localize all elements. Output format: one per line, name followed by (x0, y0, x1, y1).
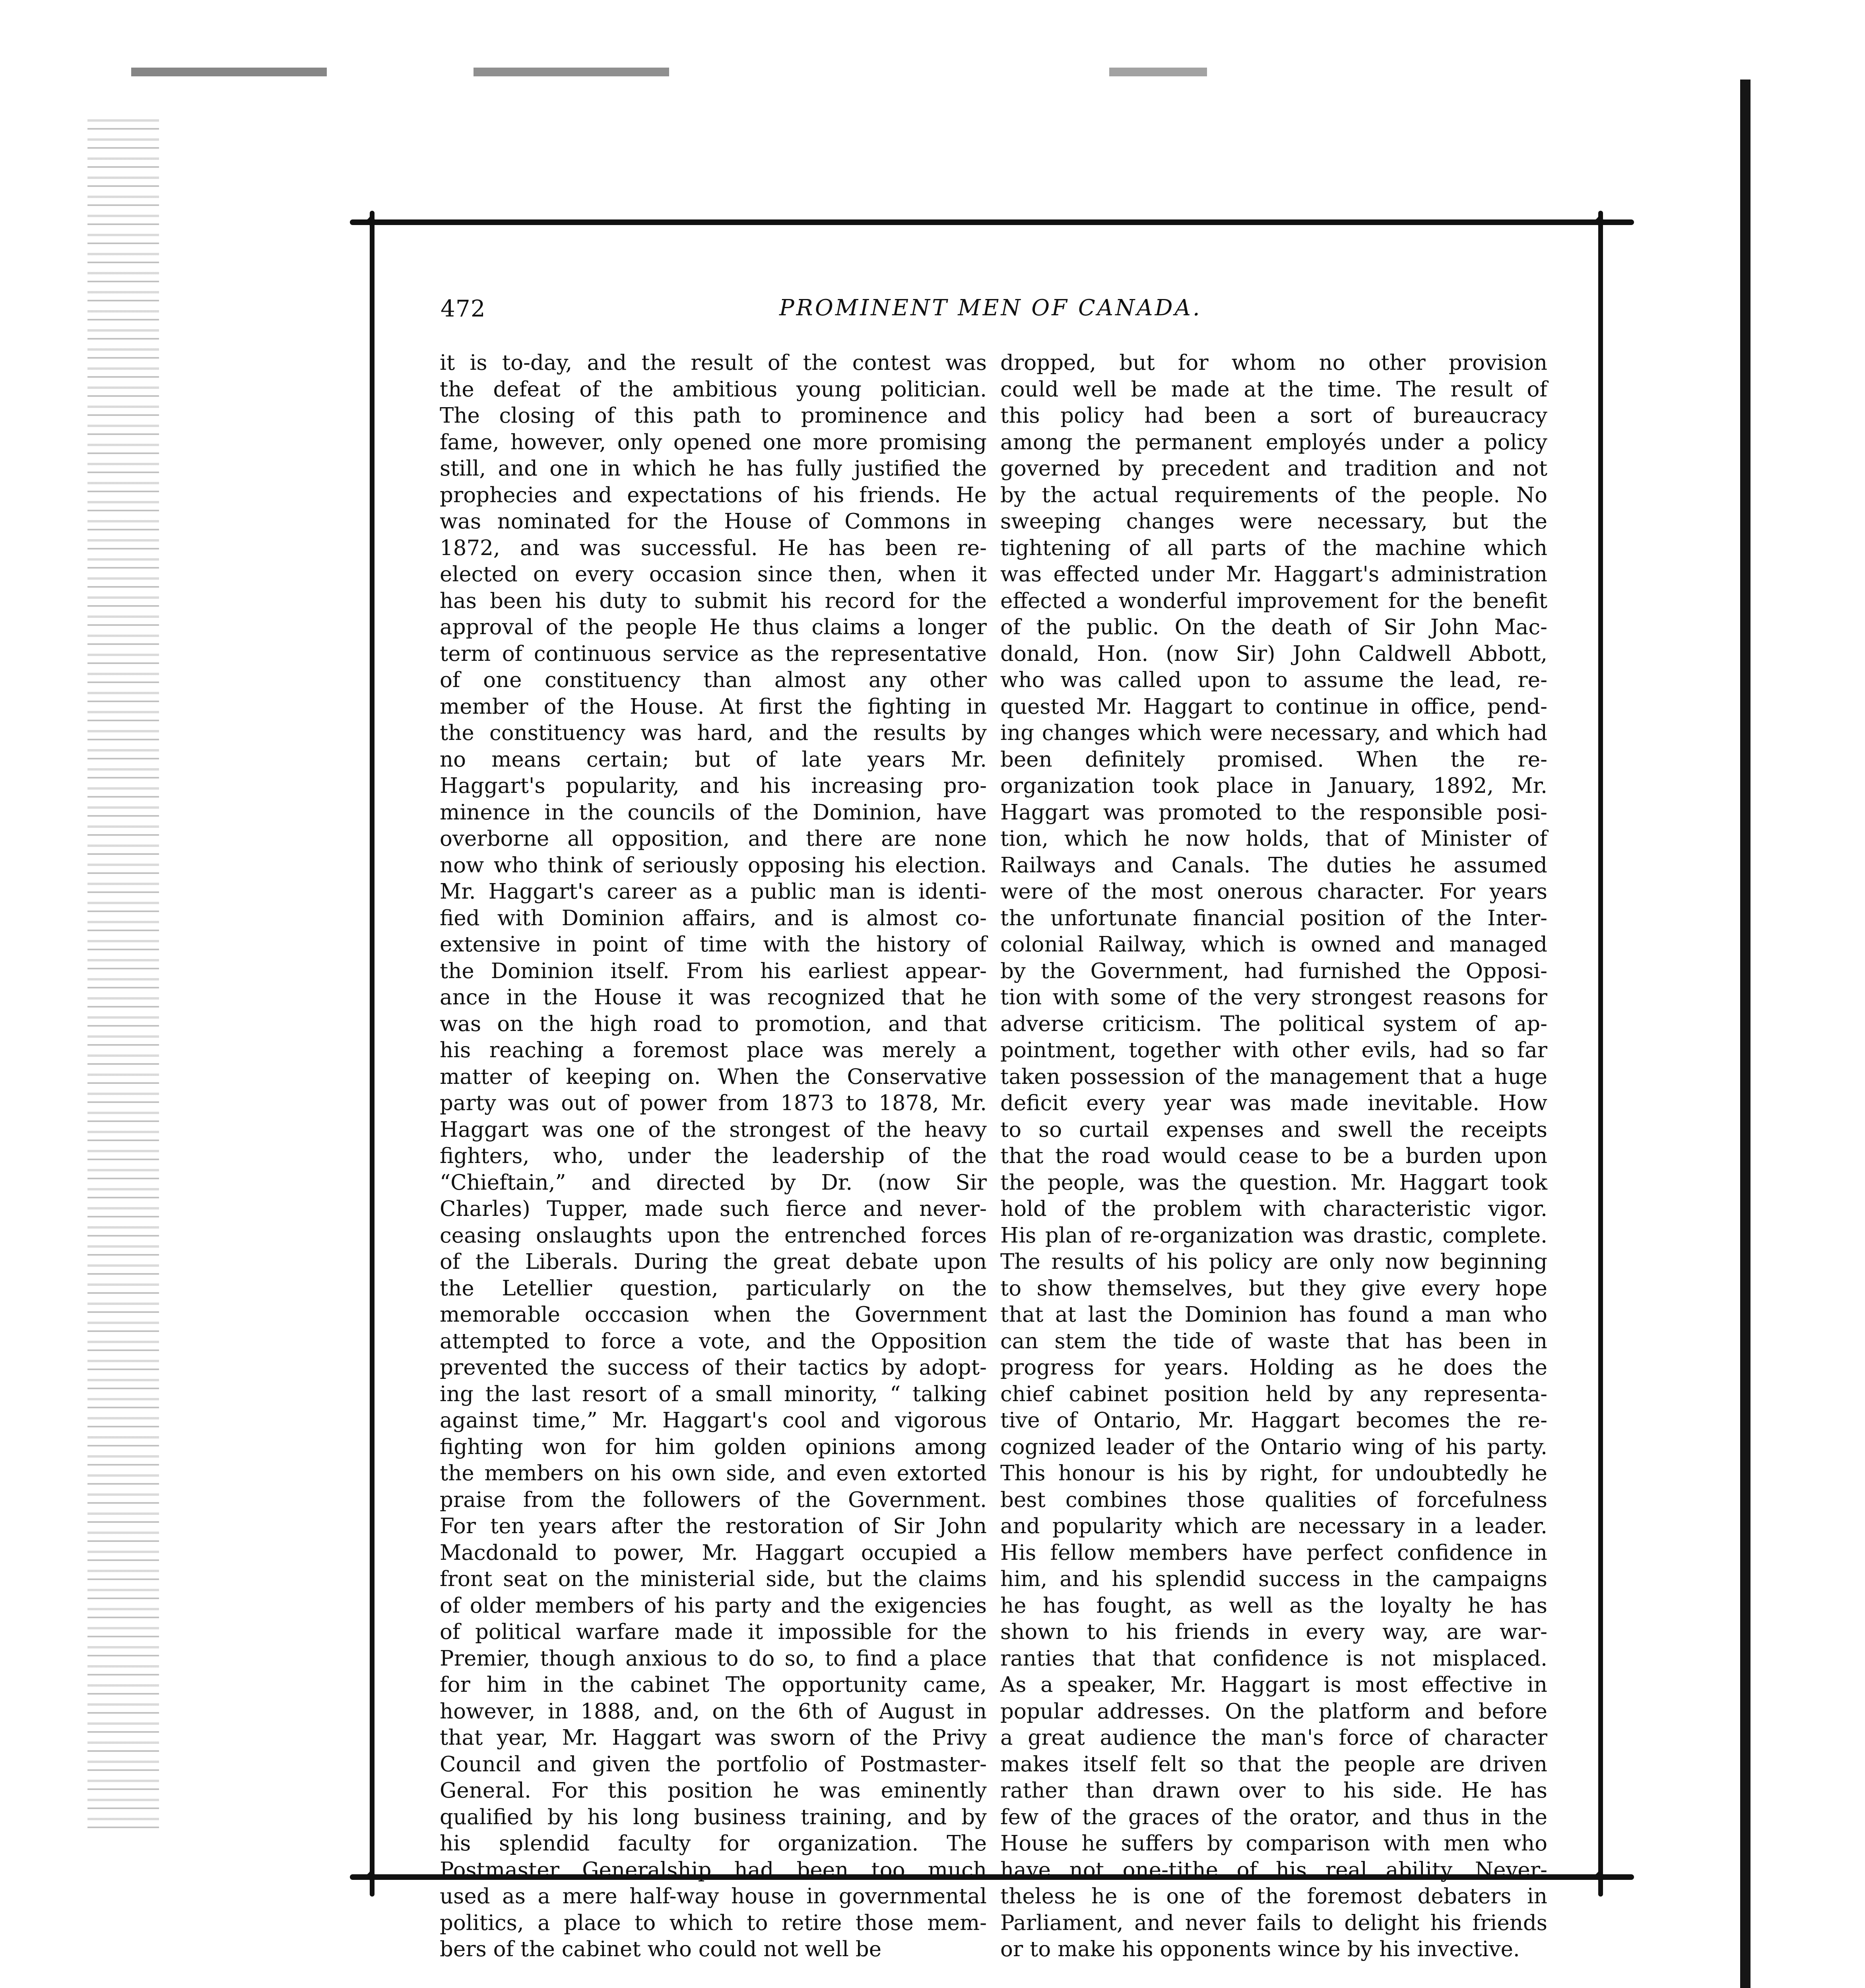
text-line: by the Government, had furnished the Opposi- (1000, 959, 1547, 983)
text-line: bers of the cabinet who could not well be (440, 1937, 882, 1961)
text-line: against time,” Mr. Haggart's cool and vigorous (440, 1408, 987, 1433)
frame-corner-ornament-top-left: ✦ (361, 208, 381, 236)
text-line: of the Liberals. During the great debate upon (440, 1250, 987, 1274)
text-line: have not one-tithe of his real ability. Never- (1000, 1858, 1547, 1882)
text-line: of political warfare made it impossible for the (440, 1620, 987, 1644)
text-line: progress for years. Holding as he does the (1000, 1355, 1547, 1380)
text-line: fied with Dominion affairs, and is almost co- (440, 906, 987, 930)
text-line: For ten years after the restoration of Sir John (440, 1514, 987, 1538)
text-line: approval of the people He thus claims a longer (440, 615, 987, 639)
page-number: 472 (441, 295, 486, 322)
text-line: few of the graces of the orator, and thus in the (1000, 1805, 1547, 1829)
text-line: party was out of power from 1873 to 1878, Mr. (440, 1091, 987, 1115)
text-line: that the road would cease to be a burden upon (1000, 1144, 1547, 1168)
text-line: Council and given the portfolio of Postmaster- (440, 1752, 987, 1776)
text-line: Parliament, and never fails to delight his friends (1000, 1910, 1547, 1935)
text-column-right (1000, 350, 1547, 1963)
text-line: matter of keeping on. When the Conservative (440, 1064, 987, 1089)
text-line: 1872, and was successful. He has been re- (440, 536, 987, 560)
text-line: praise from the followers of the Government. (440, 1487, 987, 1512)
text-line: fighters, who, under the leadership of the (440, 1144, 987, 1168)
text-line: makes itself felt so that the people are driven (1000, 1752, 1547, 1776)
text-line: Railways and Canals. The duties he assumed (1000, 853, 1547, 878)
text-line: politics, a place to which to retire those mem- (440, 1910, 987, 1935)
text-line: theless he is one of the foremost debaters in (1000, 1884, 1547, 1908)
text-line: House he suffers by comparison with men who (1000, 1831, 1547, 1856)
text-line: sweeping changes were necessary, but the (1000, 509, 1547, 534)
text-line: still, and one in which he has fully justified the (440, 456, 987, 481)
text-column-left (440, 350, 987, 1963)
text-line: has been his duty to submit his record for the (440, 588, 987, 613)
text-line: ing changes which were necessary, and which had (1000, 721, 1547, 745)
text-line: can stem the tide of waste that has been in (1000, 1329, 1547, 1353)
text-line: it is to-day, and the result of the contest was (440, 351, 987, 375)
text-line: his reaching a foremost place was merely a (440, 1038, 987, 1062)
text-line: used as a mere half-way house in governmental (440, 1884, 987, 1908)
text-line: ceasing onslaughts upon the entrenched forces (440, 1223, 987, 1248)
scan-edge-left (87, 119, 159, 1829)
text-line: who was called upon to assume the lead, re- (1000, 668, 1547, 692)
text-line: however, in 1888, and, on the 6th of August in (440, 1699, 987, 1724)
text-line: chief cabinet position held by any representa- (1000, 1382, 1547, 1406)
text-line: the constituency was hard, and the results by (440, 721, 987, 745)
frame-corner-ornament-bottom-left: ✦ (361, 1863, 381, 1891)
text-line: As a speaker, Mr. Haggart is most effective in (1000, 1673, 1547, 1697)
text-line: tightening of all parts of the machine which (1000, 536, 1547, 560)
text-line: ranties that that confidence is not misplaced. (1000, 1646, 1547, 1671)
text-line: member of the House. At first the fighting in (440, 694, 987, 719)
text-line: extensive in point of time with the history of (440, 932, 987, 957)
text-line: The results of his policy are only now beginning (1000, 1250, 1547, 1274)
text-line: prevented the success of their tactics by adopt- (440, 1355, 987, 1380)
text-line: he has fought, as well as the loyalty he has (1000, 1593, 1547, 1618)
text-line: tive of Ontario, Mr. Haggart becomes the re- (1000, 1408, 1547, 1433)
text-line: “Chieftain,” and directed by Dr. (now Sir (440, 1170, 987, 1195)
text-line: or to make his opponents wince by his invective. (1000, 1937, 1520, 1961)
text-line: Macdonald to power, Mr. Haggart occupied a (440, 1540, 987, 1565)
text-line: hold of the problem with characteristic vigor. (1000, 1197, 1547, 1221)
scan-edge-right (1740, 80, 1750, 1988)
text-line: tion with some of the very strongest reasons for (1000, 985, 1547, 1010)
text-line: was on the high road to promotion, and that (440, 1011, 987, 1036)
text-line: effected a wonderful improvement for the benefit (1000, 588, 1547, 613)
running-head: PROMINENT MEN OF CANADA. (779, 295, 1202, 321)
text-line: of the public. On the death of Sir John Mac- (1000, 615, 1547, 639)
text-line: by the actual requirements of the people. No (1000, 483, 1547, 507)
frame-corner-ornament-bottom-right: ✦ (1589, 1863, 1610, 1891)
text-line: Mr. Haggart's career as a public man is identi- (440, 879, 987, 904)
text-line: General. For this position he was eminently (440, 1778, 987, 1803)
text-line: ing the last resort of a small minority, “ talking (440, 1382, 987, 1406)
text-line: could well be made at the time. The result of (1000, 377, 1547, 402)
frame-left-rule (370, 211, 375, 1897)
text-line: that at last the Dominion has found a man who (1000, 1303, 1547, 1327)
text-line: him, and his splendid success in the campaigns (1000, 1567, 1547, 1591)
frame-right-rule (1598, 211, 1603, 1897)
text-line: the Letellier question, particularly on the (440, 1276, 987, 1301)
text-line: colonial Railway, which is owned and managed (1000, 932, 1547, 957)
text-line: this policy had been a sort of bureaucracy (1000, 404, 1547, 428)
text-line: to so curtail expenses and swell the receipts (1000, 1117, 1547, 1142)
text-line: minence in the councils of the Dominion, have (440, 800, 987, 825)
text-line: was nominated for the House of Commons in (440, 509, 987, 534)
text-line: donald, Hon. (now Sir) John Caldwell Abbott, (1000, 641, 1547, 666)
text-line: shown to his friends in every way, are war- (1000, 1620, 1547, 1644)
text-line: Postmaster Generalship had been too much (440, 1858, 987, 1882)
text-line: the Dominion itself. From his earliest appear- (440, 959, 987, 983)
text-line: Haggart was promoted to the responsible posi- (1000, 800, 1547, 825)
text-line: that year, Mr. Haggart was sworn of the Privy (440, 1726, 987, 1750)
text-line: Haggart's popularity, and his increasing pro- (440, 774, 987, 798)
scan-edge-top (131, 68, 1761, 76)
text-line: was effected under Mr. Haggart's administration (1000, 562, 1547, 586)
text-line: best combines those qualities of forcefulness (1000, 1487, 1547, 1512)
text-line: deficit every year was made inevitable. How (1000, 1091, 1547, 1115)
text-line: Charles) Tupper, made such fierce and never- (440, 1197, 987, 1221)
frame-top-rule (350, 219, 1634, 225)
text-line: This honour is his by right, for undoubtedly he (1000, 1461, 1547, 1485)
text-line: tion, which he now holds, that of Minister of (1000, 827, 1547, 851)
text-line: fame, however, only opened one more promising (440, 430, 987, 454)
text-line: The closing of this path to prominence and (440, 404, 987, 428)
text-line: governed by precedent and tradition and not (1000, 456, 1547, 481)
text-line: the defeat of the ambitious young politician. (440, 377, 987, 402)
text-line: overborne all opposition, and there are none (440, 827, 987, 851)
text-line: of one constituency than almost any other (440, 668, 987, 692)
text-line: term of continuous service as the representative (440, 641, 987, 666)
text-line: memorable occcasion when the Government (440, 1303, 987, 1327)
text-line: the people, was the question. Mr. Haggart took (1000, 1170, 1547, 1195)
text-line: were of the most onerous character. For years (1000, 879, 1547, 904)
text-line: of older members of his party and the exigencies (440, 1593, 987, 1618)
text-line: popular addresses. On the platform and before (1000, 1699, 1547, 1724)
text-line: His fellow members have perfect confidence in (1000, 1540, 1547, 1565)
text-line: to show themselves, but they give every hope (1000, 1276, 1547, 1301)
text-line: dropped, but for whom no other provision (1000, 351, 1547, 375)
text-line: for him in the cabinet The opportunity came, (440, 1673, 987, 1697)
text-line: now who think of seriously opposing his election. (440, 853, 987, 878)
text-line: adverse criticism. The political system of ap- (1000, 1011, 1547, 1036)
text-line: fighting won for him golden opinions among (440, 1435, 987, 1459)
text-line: the unfortunate financial position of the Inter- (1000, 906, 1547, 930)
text-line: ance in the House it was recognized that he (440, 985, 987, 1010)
text-line: prophecies and expectations of his friends. He (440, 483, 987, 507)
text-line: organization took place in January, 1892, Mr. (1000, 774, 1547, 798)
frame-corner-ornament-top-right: ✦ (1589, 208, 1610, 236)
text-line: pointment, together with other evils, had so far (1000, 1038, 1547, 1062)
text-line: qualified by his long business training, and by (440, 1805, 987, 1829)
text-line: His plan of re-organization was drastic, complete. (1000, 1223, 1547, 1248)
text-line: attempted to force a vote, and the Opposition (440, 1329, 987, 1353)
text-line: been definitely promised. When the re- (1000, 747, 1547, 772)
text-line: front seat on the ministerial side, but the claims (440, 1567, 987, 1591)
text-line: a great audience the man's force of character (1000, 1726, 1547, 1750)
text-line: cognized leader of the Ontario wing of his party. (1000, 1435, 1547, 1459)
text-line: elected on every occasion since then, when it (440, 562, 987, 586)
text-line: quested Mr. Haggart to continue in office, pend- (1000, 694, 1547, 719)
text-line: no means certain; but of late years Mr. (440, 747, 987, 772)
text-line: rather than drawn over to his side. He has (1000, 1778, 1547, 1803)
text-line: the members on his own side, and even extorted (440, 1461, 987, 1485)
text-line: Haggart was one of the strongest of the heavy (440, 1117, 987, 1142)
text-line: his splendid faculty for organization. The (440, 1831, 987, 1856)
text-line: and popularity which are necessary in a leader. (1000, 1514, 1547, 1538)
text-line: taken possession of the management that a huge (1000, 1064, 1547, 1089)
text-line: Premier, though anxious to do so, to find a place (440, 1646, 987, 1671)
text-line: among the permanent employés under a policy (1000, 430, 1547, 454)
